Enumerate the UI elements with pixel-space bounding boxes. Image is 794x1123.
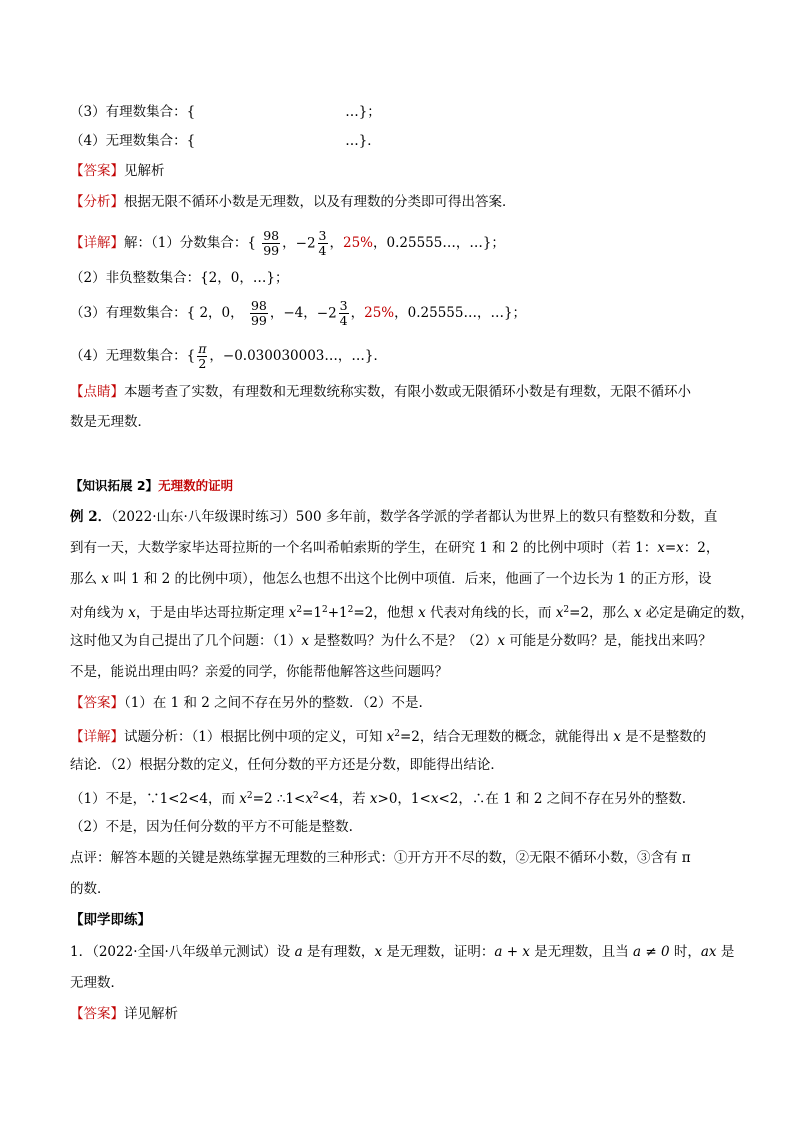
- irrational-set-end: …}．: [345, 133, 381, 149]
- analysis-text: 根据无限不循环小数是无理数，以及有理数的分类即可得出答案．: [124, 194, 516, 210]
- rational-set-end: …}；: [345, 104, 381, 120]
- irrational-set-line: [70, 131, 724, 151]
- detail-tag: 【详解】: [70, 235, 124, 251]
- example-answer-tag: 【答案】: [70, 695, 124, 711]
- percent-25: 25%: [343, 235, 374, 251]
- example-line-2: 到有一天，大数学家毕达哥拉斯的一个名叫希帕索斯的学生，在研究 1 和 2 的比例中项时（若 1：x=x：2，: [70, 540, 720, 556]
- practice-heading: 【即学即练】: [70, 912, 151, 928]
- example-line-1: 例 2．（2022·山东·八年级课时练习）500 多年前，数学各学派的学者都认为世界上的数只有整数和分数，直: [70, 509, 718, 525]
- analysis-tag: 【分析】: [70, 194, 124, 210]
- knowledge-extension-title: 无理数的证明: [158, 478, 234, 493]
- practice-answer-text: 详见解析: [124, 1006, 178, 1022]
- detail-fraction-set-label: 解：（1）分数集合：{: [124, 235, 261, 251]
- comment-tag: 【点睛】: [70, 384, 124, 400]
- example-answer-text: （1）在 1 和 2 之间不存在另外的整数．（2）不是.: [124, 695, 423, 711]
- example-detail-line-3: （1）不是，∵1<2<4，而 $x^2=2$ $\therefore 1<x^2<4$，若 x>0，1<x<2，∴在 1 和 2 之间不存在另外的整数.: [70, 791, 686, 807]
- rational-set-label: （3）有理数集合：{: [70, 104, 196, 120]
- note-line-2: 的数．: [70, 881, 111, 897]
- knowledge-extension-heading: [70, 476, 724, 496]
- mixed-number-neg-2-3-4: −2 $\frac{3}{4}$: [295, 228, 327, 259]
- fraction-98-99: $\frac{98}{99}$: [263, 228, 280, 258]
- fraction-98-99: $\frac{98}{99}$: [250, 298, 267, 328]
- irrational-set-label: （4）无理数集合：{: [70, 133, 196, 149]
- decimal-0-25555: 0.25555…: [386, 235, 456, 251]
- example-detail-line-4: （2）不是，因为任何分数的平方不可能是整数.: [70, 819, 353, 835]
- example-line-4: 对角线为 x，于是由毕达哥拉斯定理 $x^2=1^2+1^2=2$，他想 x 代表对角线的长，而 $x^2=2$，那么 x 必定是确定的数，: [70, 605, 754, 621]
- detail-nonnegative-integer-line: （2）非负整数集合：{2，0，…}；: [70, 270, 289, 286]
- answer-tag: 【答案】: [70, 163, 124, 179]
- example-line-5: 这时他又为自己提出了几个问题：（1）x 是整数吗？为什么不是？（2）x 可能是分数吗？是，能找出来吗？: [70, 633, 712, 649]
- mixed-number-neg-2-3-4: −2 $\frac{3}{4}$: [316, 298, 348, 329]
- detail-fraction-set-line: 【详解】解：（1）分数集合：{ $\frac{98}{99}$ ，−2 $\frac{3}{4}$ ，25%，0.25555…，…}；: [70, 228, 505, 259]
- answer-line: [70, 161, 724, 181]
- analysis-line: [70, 192, 724, 212]
- answer-text: 见解析: [124, 163, 165, 179]
- note-line-1: 点评：解答本题的关键是熟练掌握无理数的三种形式：①开方开不尽的数，②无限不循环小数，③含有 π: [70, 850, 691, 866]
- fraction-pi-over-2: $\frac{\pi}{2}$: [198, 341, 207, 371]
- practice-question-line-1: 1．（2022·全国·八年级单元测试）设 a 是有理数，x 是无理数，证明：a + x 是无理数，且当 a ≠ 0 时，ax 是: [70, 944, 735, 960]
- example-detail-line-2: 结论．（2）根据分数的定义，任何分数的平方还是分数，即能得出结论．: [70, 757, 504, 773]
- percent-25: 25%: [364, 305, 395, 321]
- comment-line-2: 数是无理数．: [70, 414, 151, 430]
- practice-answer-tag: 【答案】: [70, 1006, 124, 1022]
- example-detail-tag: 【详解】: [70, 729, 124, 745]
- example-detail-line-1: 【详解】试题分析：（1）根据比例中项的定义，可知 $x^2=2$，结合无理数的概念，就能得出 x 是不是整数的: [70, 729, 707, 745]
- example-answer-line: [70, 693, 724, 713]
- example-line-6: 不是，能说出理由吗？亲爱的同学，你能帮他解答这些问题吗？: [70, 664, 448, 680]
- practice-answer-line: [70, 1004, 724, 1024]
- example-label: 例 2．: [70, 509, 112, 525]
- comment-line-1: 【点睛】本题考查了实数，有理数和无理数统称实数，有限小数或无限循环小数是有理数，无限不循环小: [70, 384, 691, 400]
- practice-question-line-2: 无理数．: [70, 975, 124, 991]
- rational-set-line: [70, 102, 724, 122]
- knowledge-extension-tag: 【知识拓展 2】: [70, 478, 159, 493]
- detail-irrational-set-line: （4）无理数集合：{ $\frac{\pi}{2}$ ，−0.030030003…，…}．: [70, 341, 387, 371]
- detail-rational-set-line: （3）有理数集合：{ 2，0， $\frac{98}{99}$ ，−4，−2 $\frac{3}{4}$ ，25%，0.25555…，…}；: [70, 298, 527, 329]
- example-line-3: 那么 x 叫 1 和 2 的比例中项），他怎么也想不出这个比例中项值．后来，他画了一个边长为 1 的正方形，设: [70, 571, 712, 587]
